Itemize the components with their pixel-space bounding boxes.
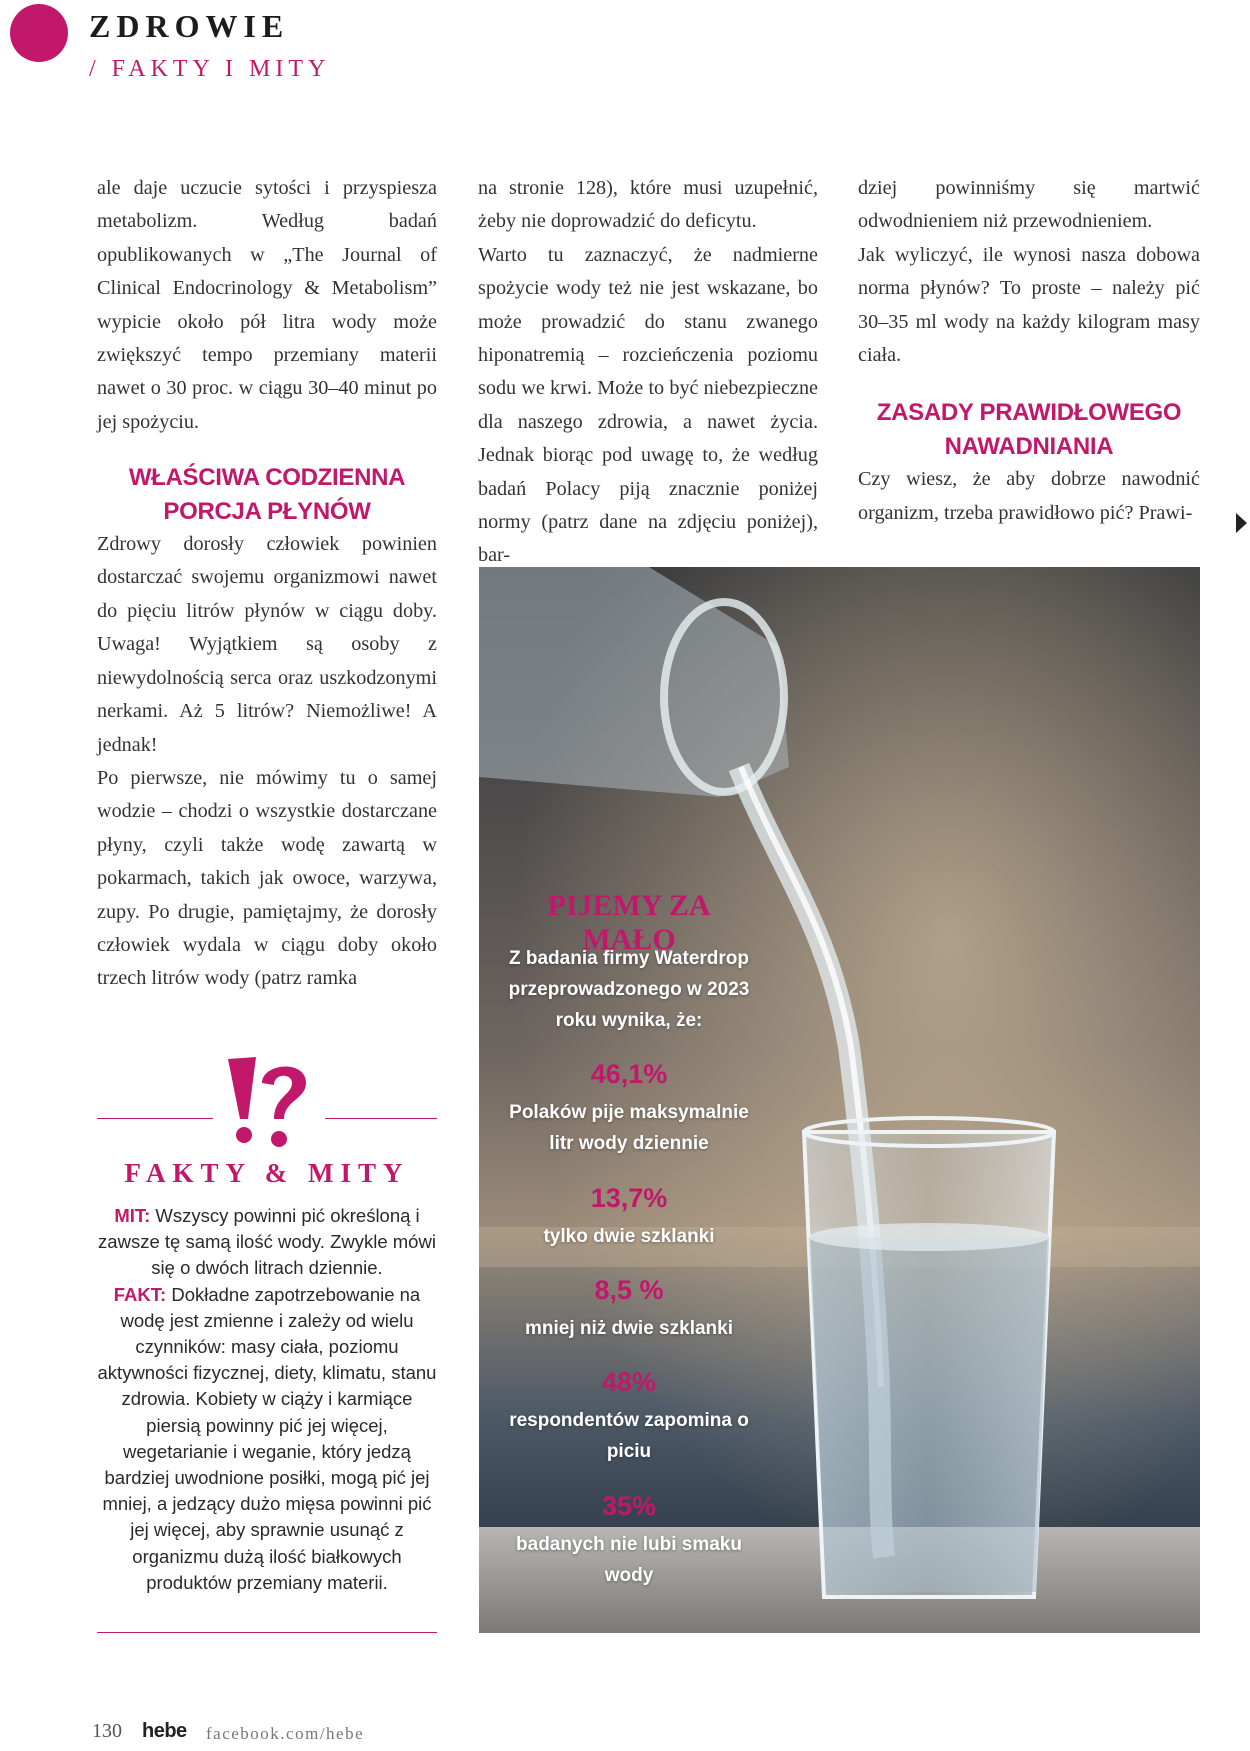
water-photo <box>479 567 1200 1633</box>
continue-arrow-icon <box>1236 513 1247 533</box>
section-subtitle: / FAKTY I MITY <box>89 56 331 82</box>
stat-label: mniej niż dwie szklanki <box>524 1318 733 1339</box>
stat-value: 13,7% <box>590 1183 668 1213</box>
stat-label: badanych nie lubi smaku wody <box>516 1534 742 1586</box>
facts-myths-text <box>97 1203 437 1596</box>
overlay-title: PIJEMY ZA MAŁO <box>547 889 711 956</box>
subheading-hydration-rules: ZASADY PRAWIDŁOWEGO NAWADNIANIA <box>876 399 1182 460</box>
fact-text: Dokładne zapotrzebowanie na wodę jest zmienne i zależy od wielu czynników: masy ciała, poziomu aktywności fizycznej, diety, klimatu, stanu zdrowia. Kobiety w ciąży i karmiące piersią powinny pić jej więcej, wegetarianie i weganie, który jedzą bardziej uwodnione posiłki, mogą pić jej mniej, a jedzący dużo mięsa powinni pić jej więcej, aby sprawnie usunąć z organizmu dużą ilość białkowych produktów przemiany materii. <box>97 1283 437 1593</box>
article-column-3 <box>858 172 1200 530</box>
paragraph: na stronie 128), które musi uzupełnić, żeby nie doprowadzić do deficytu. <box>478 177 818 233</box>
section-dot <box>10 4 68 62</box>
paragraph: Zdrowy dorosły człowiek powinien dostarczać swojemu organizmowi nawet do pięciu litrów płynów w ciągu doby. Uwaga! Wyjątkiem są osoby z niewydolnością serca oraz uszkodzonymi nerkami. Aż 5 litrów? Niemożliwe! A jednak! <box>97 533 437 756</box>
stat-value: 46,1% <box>590 1059 668 1089</box>
subheading-daily-portion: WŁAŚCIWA CODZIENNA PORCJA PŁYNÓW <box>128 464 406 525</box>
overlay-intro: Z badania firmy Waterdrop przeprowadzonego w 2023 roku wynika, że: <box>508 948 750 1031</box>
facts-myths-title: FAKTY & MITY <box>124 1158 410 1188</box>
stat-value: 8,5 % <box>594 1275 664 1305</box>
fact-label: FAKT: <box>113 1283 167 1305</box>
box-bottom-line <box>97 1632 437 1633</box>
stat-value: 35% <box>601 1491 657 1521</box>
paragraph: Czy wiesz, że aby dobrze nawodnić organizm, trzeba prawidłowo pić? Prawi- <box>858 468 1200 524</box>
myth-text: Wszyscy powinni pić określoną i zawsze tę samą ilość wody. Zwykle mówi się o dwóch litrach dziennie. <box>98 1205 436 1279</box>
stat-value: 48% <box>601 1367 657 1397</box>
exclamation-question-icon <box>222 1053 312 1153</box>
paragraph: dziej powinniśmy się martwić odwodnieniem niż przewodnieniem. <box>858 177 1200 233</box>
paragraph: Po pierwsze, nie mówimy tu o samej wodzie – chodzi o wszystkie dostarczane płyny, czyli także wodę zawartą w pokarmach, takich jak owoce, warzywa, zupy. Po drugie, pamiętajmy, że dorosły człowiek wydala w ciągu doby około trzech litrów wody (patrz ramka <box>97 766 437 990</box>
paragraph: Warto tu zaznaczyć, że nadmierne spożycie wody też nie jest wskazane, bo może prowadzić do stanu zwanego hiponatremią – rozcieńczenia poziomu sodu we krwi. Może to być niebezpieczne dla naszego zdrowia, a nawet życia. Jednak biorąc pod uwagę to, że według badań Polacy piją znacznie poniżej normy (patrz dane na zdjęciu poniżej), bar- <box>478 243 818 567</box>
divider-line <box>325 1118 437 1119</box>
stat-label: respondentów zapomina o piciu <box>509 1410 749 1462</box>
stat-label: Polaków pije maksymalnie litr wody dziennie <box>509 1102 749 1154</box>
article-column-2 <box>478 172 818 573</box>
divider-line <box>97 1118 213 1119</box>
article-column-1 <box>97 172 437 996</box>
social-link[interactable]: facebook.com/hebe <box>206 1724 365 1743</box>
brand-logo: hebe <box>142 1720 187 1742</box>
paragraph: Jak wyliczyć, ile wynosi nasza dobowa norma płynów? To proste – należy pić 30–35 ml wody na każdy kilogram masy ciała. <box>858 243 1200 367</box>
section-title: ZDROWIE <box>89 8 290 44</box>
myth-label: MIT: <box>114 1205 151 1226</box>
page-number: 130 <box>92 1720 122 1742</box>
stat-label: tylko dwie szklanki <box>543 1226 715 1247</box>
paragraph: ale daje uczucie sytości i przyspiesza metabolizm. Według badań opublikowanych w „The Journal of Clinical Endocrinology & Metabolism” wypicie około pół litra wody może zwiększyć tempo przemiany materii nawet o 30 proc. w ciągu 30–40 minut po jej spożyciu. <box>97 177 437 433</box>
